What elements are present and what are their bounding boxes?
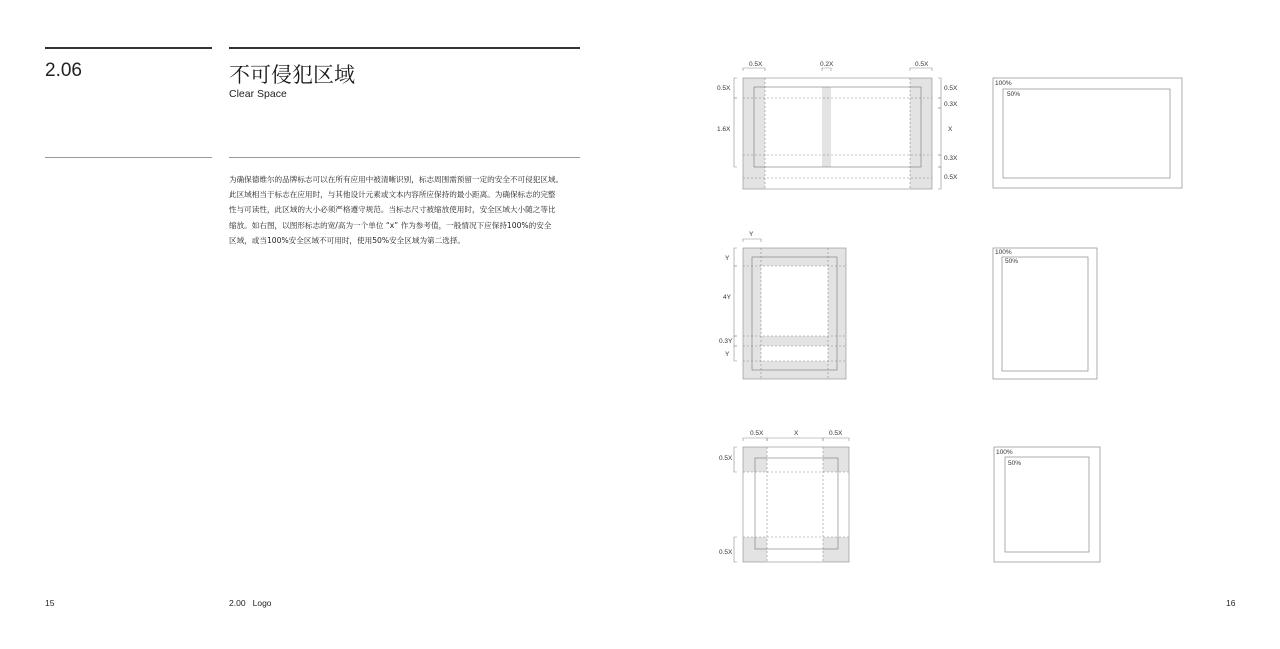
safe-zone-outer-label: 100% bbox=[995, 249, 1012, 256]
safe-zone-inner-label: 50% bbox=[1008, 460, 1022, 467]
page-number-left: 15 bbox=[45, 598, 55, 608]
dim-label: 0.5X bbox=[829, 430, 843, 437]
dim-label: X bbox=[794, 430, 799, 437]
diagram-horizontal-logo bbox=[734, 68, 941, 189]
page-number-right: 16 bbox=[1226, 598, 1236, 608]
body-line: 性与可读性，此区域的大小必须严格遵守规范。当标志尺寸被缩放使用时，安全区域大小随之等比 bbox=[229, 205, 556, 215]
dim-label: X bbox=[948, 126, 953, 133]
dim-label: Y bbox=[749, 231, 754, 238]
dim-label: 0.5X bbox=[719, 455, 733, 462]
section-number: 2.06 bbox=[45, 60, 82, 81]
safe-zone-inner-label: 50% bbox=[1007, 91, 1021, 98]
dim-label: Y bbox=[725, 351, 730, 358]
diagram-vertical-logo bbox=[734, 239, 846, 379]
dim-label: 0.5X bbox=[944, 174, 958, 181]
safe-zone-horizontal bbox=[993, 78, 1182, 188]
body-line: 为确保德维尔的品牌标志可以在所有应用中被清晰识别，标志周围需预留一定的安全不可侵犯区域。 bbox=[229, 175, 564, 184]
page-subtitle: Clear Space bbox=[229, 88, 287, 100]
safe-zone-outer-label: 100% bbox=[995, 80, 1012, 87]
dim-label: 1.6X bbox=[717, 126, 731, 133]
dim-label: 0.3Y bbox=[719, 338, 733, 345]
dim-label: 4Y bbox=[723, 294, 731, 301]
dim-label: 0.5X bbox=[717, 85, 731, 92]
body-line: 缩放。如右图，以图形标志的宽/高为一个单位 “x” 作为参考值，一般情况下应保持100%的安全 bbox=[229, 220, 552, 230]
dim-label: 0.3X bbox=[944, 155, 958, 162]
dim-label: 0.5X bbox=[749, 61, 763, 68]
diagram-symbol bbox=[734, 438, 849, 562]
body-line: 此区域相当于标志在应用时，与其他设计元素或文本内容所应保持的最小距离。为确保标志的完整 bbox=[229, 190, 556, 200]
body-line: 区域，或当100%安全区域不可用时，使用50%安全区域为第二选择。 bbox=[229, 235, 466, 245]
dim-label: 0.3X bbox=[944, 101, 958, 108]
chapter-label: 2.00 Logo bbox=[229, 598, 272, 608]
dim-label: 0.5X bbox=[750, 430, 764, 437]
safe-zone-inner-label: 50% bbox=[1005, 258, 1019, 265]
dim-label: 0.5X bbox=[944, 85, 958, 92]
safe-zone-vertical bbox=[993, 248, 1097, 379]
page-title: 不可侵犯区域 bbox=[229, 63, 355, 87]
dim-label: 0.5X bbox=[719, 549, 733, 556]
dim-label: 0.2X bbox=[820, 61, 834, 68]
safe-zone-outer-label: 100% bbox=[996, 449, 1013, 456]
dim-label: 0.5X bbox=[915, 61, 929, 68]
dim-label: Y bbox=[725, 255, 730, 262]
